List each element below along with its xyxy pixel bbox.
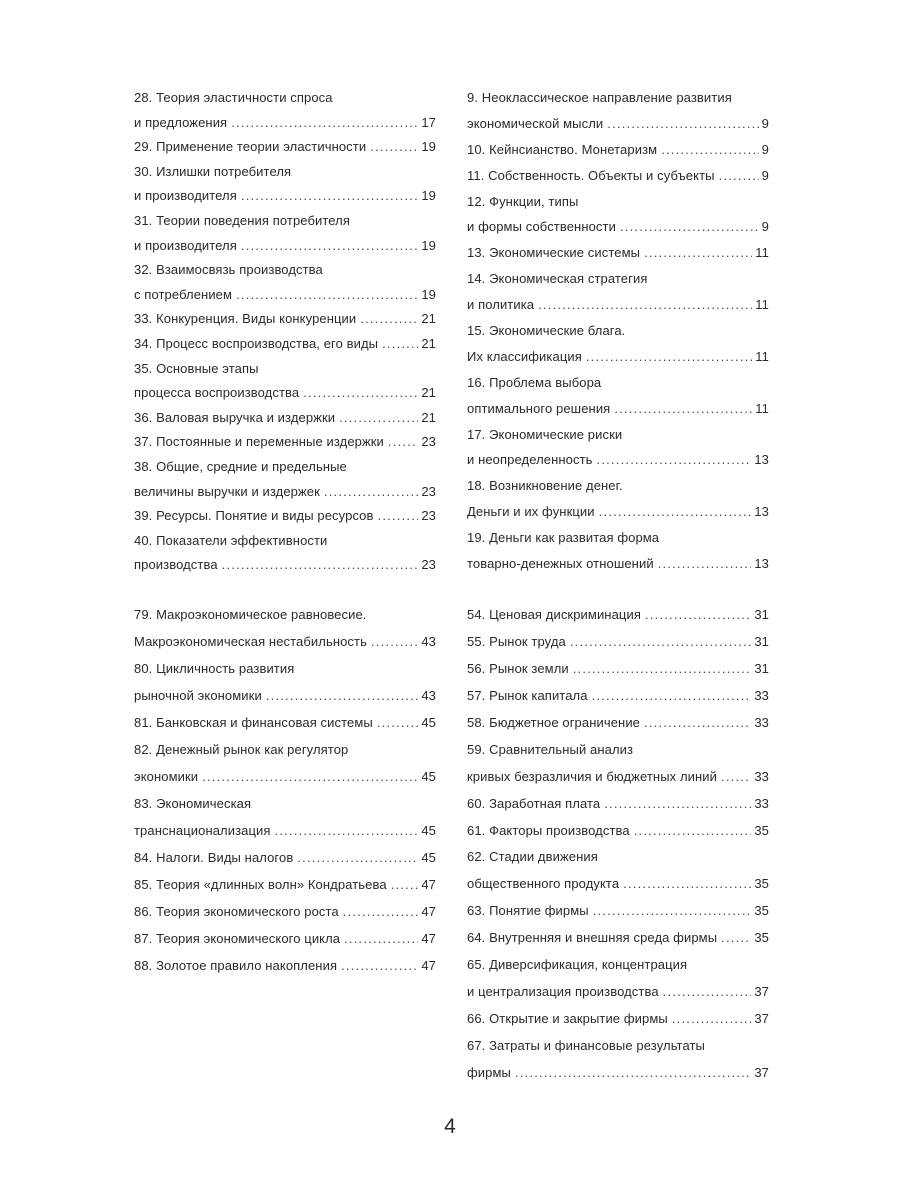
toc-entry-page: 19 [421,286,436,302]
toc-entry-page: 35 [754,876,769,892]
dot-leader [297,850,418,865]
toc-entry-title: фирмы [467,1064,511,1080]
toc-entry-title: 17. Экономические риски [467,426,623,442]
toc-entry-page: 47 [421,958,436,973]
page-number: 4 [444,1115,456,1138]
toc-entry-line [467,849,769,876]
toc-entry-page: 23 [421,508,436,524]
toc-entry-title: 57. Рынок капитала [467,687,588,703]
toc-entry-page: 45 [421,769,436,784]
toc-entry-line [467,323,769,349]
dot-leader [634,823,752,838]
toc-entry-title: 66. Открытие и закрытие фирмы [467,1011,668,1027]
toc-entry-line [467,142,769,168]
toc-entry-page: 23 [421,483,436,499]
toc-entry-title: 56. Рынок земли [467,660,569,676]
dot-leader [593,903,752,918]
dot-leader [620,219,759,234]
toc-entry-title: 12. Функции, типы [467,193,579,209]
toc-entry-title: 67. Затраты и финансовые результаты [467,1038,706,1053]
toc-section-bottom-right [467,607,769,1092]
dot-leader [592,688,752,703]
dot-leader [236,287,418,302]
toc-entry-line [467,1038,769,1065]
dot-leader [324,484,418,499]
dot-leader [382,336,418,351]
toc-entry-line [134,508,436,533]
toc-entry-line [467,504,769,530]
toc-entry-title: Их классификация [467,348,582,364]
toc-entry-line [134,336,436,361]
toc-entry-title: 37. Постоянные и переменные издержки [134,434,384,450]
dot-leader [341,958,418,973]
toc-entry-title: 18. Возникновение денег. [467,478,623,494]
toc-entry-title: и формы собственности [467,219,616,235]
toc-entry-title: 82. Денежный рынок как регулятор [134,742,349,757]
toc-entry-page: 13 [754,556,769,572]
toc-entry-title: рыночной экономики [134,688,262,703]
toc-entry-title: 29. Применение теории эластичности [134,139,367,155]
toc-entry-page: 11 [755,400,769,416]
toc-entry-page: 45 [421,715,436,730]
dot-leader [538,297,752,312]
dot-leader [661,142,758,157]
toc-entry-line [467,823,769,850]
toc-entry-title: и политика [467,297,535,313]
toc-entry-line [134,661,436,688]
toc-entry-title: кривых безразличия и бюджетных линий [467,768,718,784]
toc-entry-line [134,715,436,742]
toc-entry-line [134,850,436,877]
toc-entry-line [467,530,769,556]
toc-entry-line [134,90,436,115]
toc-section-top-left [134,90,436,582]
toc-entry-title: 40. Показатели эффективности [134,532,328,548]
toc-entry-page: 13 [754,452,769,468]
toc-entry-page: 19 [421,139,436,155]
toc-entry-line [134,634,436,661]
dot-leader [266,688,419,703]
toc-entry-line [134,958,436,985]
toc-entry-title: экономической мысли [467,115,604,131]
toc-entry-title: 13. Экономические системы [467,245,641,261]
toc-entry-page: 9 [761,115,769,131]
toc-entry-line [467,401,769,427]
toc-entry-line [134,410,436,435]
toc-entry-title: 81. Банковская и финансовая системы [134,715,373,730]
toc-entry-title: 30. Излишки потребителя [134,163,292,179]
toc-entry-title: 16. Проблема выбора [467,374,602,390]
toc-entry-title: 80. Цикличность развития [134,661,295,676]
toc-entry-line [134,311,436,336]
toc-entry-line [467,297,769,323]
dot-leader [388,434,418,449]
toc-entry-page: 37 [754,984,769,1000]
toc-entry-title: оптимального решения [467,400,611,416]
toc-entry-title: 62. Стадии движения [467,849,598,865]
dot-leader [721,930,751,945]
toc-entry-title: товарно-денежных отношений [467,556,654,572]
dot-leader [275,823,419,838]
toc-entry-page: 47 [421,877,436,892]
toc-entry-title: 64. Внутренняя и внешняя среда фирмы [467,930,718,946]
dot-leader [570,634,751,649]
toc-entry-line [134,385,436,410]
toc-entry-line [467,116,769,142]
toc-entry-line [467,194,769,220]
toc-entry-line [467,796,769,823]
dot-leader [586,349,752,364]
dot-leader [391,877,419,892]
toc-entry-title: 79. Макроэкономическое равновесие. [134,607,367,622]
toc-entry-page: 43 [421,688,436,703]
toc-entry-page: 9 [761,167,769,183]
toc-entry-title: 55. Рынок труда [467,633,566,649]
toc-entry-title: 54. Ценовая дискриминация [467,607,641,622]
toc-entry-line [467,984,769,1011]
toc-entry-page: 9 [761,141,769,157]
toc-entry-line [134,904,436,931]
toc-entry-title: 33. Конкуренция. Виды конкуренции [134,311,357,327]
toc-entry-line [467,1065,769,1092]
toc-entry-page: 35 [754,903,769,919]
dot-leader [599,504,752,519]
dot-leader [241,238,418,253]
dot-leader [360,311,418,326]
toc-entry-line [134,287,436,312]
toc-entry-line [467,903,769,930]
toc-entry-line [467,271,769,297]
toc-entry-title: 9. Неоклассическое направление развития [467,90,732,105]
toc-entry-page: 33 [754,687,769,703]
toc-entry-line [467,452,769,478]
toc-entry-title: Макроэкономическая нестабильность [134,634,367,649]
toc-entry-page: 33 [754,714,769,730]
toc-entry-line [467,930,769,957]
toc-entry-page: 35 [754,930,769,946]
toc-entry-title: и производителя [134,188,237,204]
dot-leader [719,168,759,183]
toc-entry-page: 33 [754,768,769,784]
dot-leader [573,661,752,676]
toc-entry-line [467,219,769,245]
toc-entry-page: 23 [421,434,436,450]
toc-entry-title: 58. Бюджетное ограничение [467,714,641,730]
toc-entry-line [467,688,769,715]
toc-entry-line [134,607,436,634]
toc-entry-title: величины выручки и издержек [134,483,320,499]
toc-entry-page: 19 [421,237,436,253]
toc-entry-line [134,484,436,509]
toc-entry-title: 85. Теория «длинных волн» Кондратьева [134,877,387,892]
toc-entry-line [467,1011,769,1038]
dot-leader [371,634,418,649]
toc-entry-page: 43 [421,634,436,649]
dot-leader [378,508,419,523]
toc-entry-page: 9 [761,219,769,235]
toc-entry-title: 39. Ресурсы. Понятие и виды ресурсов [134,508,374,524]
dot-leader [241,188,418,203]
toc-entry-title: 19. Деньги как развитая форма [467,530,660,546]
toc-entry-page: 13 [754,504,769,520]
dot-leader [721,769,751,784]
toc-entry-line [134,557,436,582]
toc-entry-line [134,434,436,459]
toc-entry-page: 11 [755,245,769,261]
dot-leader [658,556,752,571]
toc-entry-line [134,459,436,484]
toc-entry-line [467,478,769,504]
toc-entry-title: 35. Основные этапы [134,360,259,376]
toc-entry-line [467,957,769,984]
toc-entry-page: 21 [421,385,436,401]
dot-leader [377,715,419,730]
dot-leader [303,385,418,400]
toc-entry-line [134,742,436,769]
toc-entry-title: 34. Процесс воспроизводства, его виды [134,335,379,351]
dot-leader [672,1011,752,1026]
toc-entry-title: Деньги и их функции [467,504,595,520]
toc-entry-title: 11. Собственность. Объекты и субъекты [467,167,715,183]
dot-leader [339,410,418,425]
toc-entry-page: 37 [754,1011,769,1027]
toc-entry-page: 17 [421,114,436,130]
toc-entry-page: 21 [421,335,436,351]
toc-section-top-right [467,90,769,582]
toc-entry-page: 45 [421,850,436,865]
toc-entry-title: 14. Экономическая стратегия [467,271,648,287]
dot-leader [645,607,751,622]
toc-entry-line [467,634,769,661]
toc-entry-title: экономики [134,769,199,784]
toc-entry-title: транснационализация [134,823,271,838]
toc-entry-line [467,742,769,769]
dot-leader [644,715,751,730]
toc-entry-page: 47 [421,931,436,946]
toc-entry-title: и неопределенность [467,452,593,468]
dot-leader [515,1065,751,1080]
toc-entry-title: 88. Золотое правило накопления [134,958,338,973]
toc-entry-page: 45 [421,823,436,838]
toc-entry-line [467,607,769,634]
toc-entry-title: и централизация производства [467,984,659,1000]
toc-entry-title: 15. Экономические блага. [467,323,626,339]
toc-entry-line [134,688,436,715]
dot-leader [202,769,418,784]
toc-entry-line [467,876,769,903]
toc-entry-line [467,90,769,116]
toc-entry-title: и предложения [134,114,228,130]
toc-entry-page: 33 [754,795,769,811]
toc-entry-line [134,115,436,140]
toc-entry-page: 37 [754,1064,769,1080]
dot-leader [597,452,752,467]
toc-entry-title: 59. Сравнительный анализ [467,741,634,757]
toc-entry-line [134,769,436,796]
toc-entry-title: 84. Налоги. Виды налогов [134,850,294,865]
toc-entry-page: 31 [754,633,769,649]
toc-entry-title: 10. Кейнсианство. Монетаризм [467,141,658,157]
toc-entry-page: 35 [754,822,769,838]
toc-entry-title: 61. Факторы производства [467,822,630,838]
toc-entry-line [134,823,436,850]
toc-entry-page: 21 [421,409,436,425]
toc-entry-line [134,164,436,189]
dot-leader [222,557,419,572]
toc-entry-title: 38. Общие, средние и предельные [134,458,347,474]
toc-entry-title: 28. Теория эластичности спроса [134,90,333,105]
toc-entry-line [134,361,436,386]
toc-entry-line [467,168,769,194]
toc-entry-line [134,931,436,958]
toc-entry-title: производства [134,557,218,573]
toc-entry-line [134,139,436,164]
toc-entry-title: 83. Экономическая [134,796,252,811]
toc-entry-line [467,769,769,796]
toc-entry-page: 31 [754,607,769,622]
dot-leader [344,931,418,946]
toc-entry-page: 21 [421,311,436,327]
toc-entry-title: 31. Теории поведения потребителя [134,212,350,228]
toc-entry-title: 60. Заработная плата [467,795,601,811]
toc-entry-title: 87. Теория экономического цикла [134,931,341,946]
dot-leader [607,116,758,131]
toc-entry-page: 11 [755,348,769,364]
toc-entry-title: с потреблением [134,286,233,302]
toc-entry-title: 65. Диверсификация, концентрация [467,957,688,973]
dot-leader [623,876,751,891]
dot-leader [644,245,752,260]
toc-entry-title: процесса воспроизводства [134,385,300,401]
toc-entry-line [134,796,436,823]
toc-entry-line [467,245,769,271]
toc-entry-page: 31 [754,660,769,676]
toc-entry-title: общественного продукта [467,876,620,892]
dot-leader [343,904,419,919]
toc-entry-page: 11 [755,297,769,313]
toc-entry-title: 86. Теория экономического роста [134,904,339,919]
toc-entry-line [134,262,436,287]
toc-entry-line [134,533,436,558]
toc-entry-line [467,661,769,688]
toc-entry-page: 23 [421,557,436,573]
toc-entry-line [467,375,769,401]
dot-leader [370,139,418,154]
toc-entry-title: 63. Понятие фирмы [467,903,589,919]
toc-section-bottom-left [134,607,436,985]
toc-entry-line [134,238,436,263]
dot-leader [231,115,418,130]
toc-entry-line [134,877,436,904]
toc-entry-line [467,556,769,582]
toc-entry-line [467,349,769,375]
toc-entry-line [467,715,769,742]
dot-leader [614,401,752,416]
toc-entry-page: 47 [421,904,436,919]
toc-entry-line [467,427,769,453]
toc-entry-title: 36. Валовая выручка и издержки [134,409,336,425]
dot-leader [663,984,752,999]
toc-entry-line [134,213,436,238]
toc-entry-title: 32. Взаимосвязь производства [134,262,323,278]
dot-leader [604,796,751,811]
toc-entry-title: и производителя [134,237,237,253]
toc-entry-line [134,188,436,213]
toc-entry-page: 19 [421,188,436,204]
